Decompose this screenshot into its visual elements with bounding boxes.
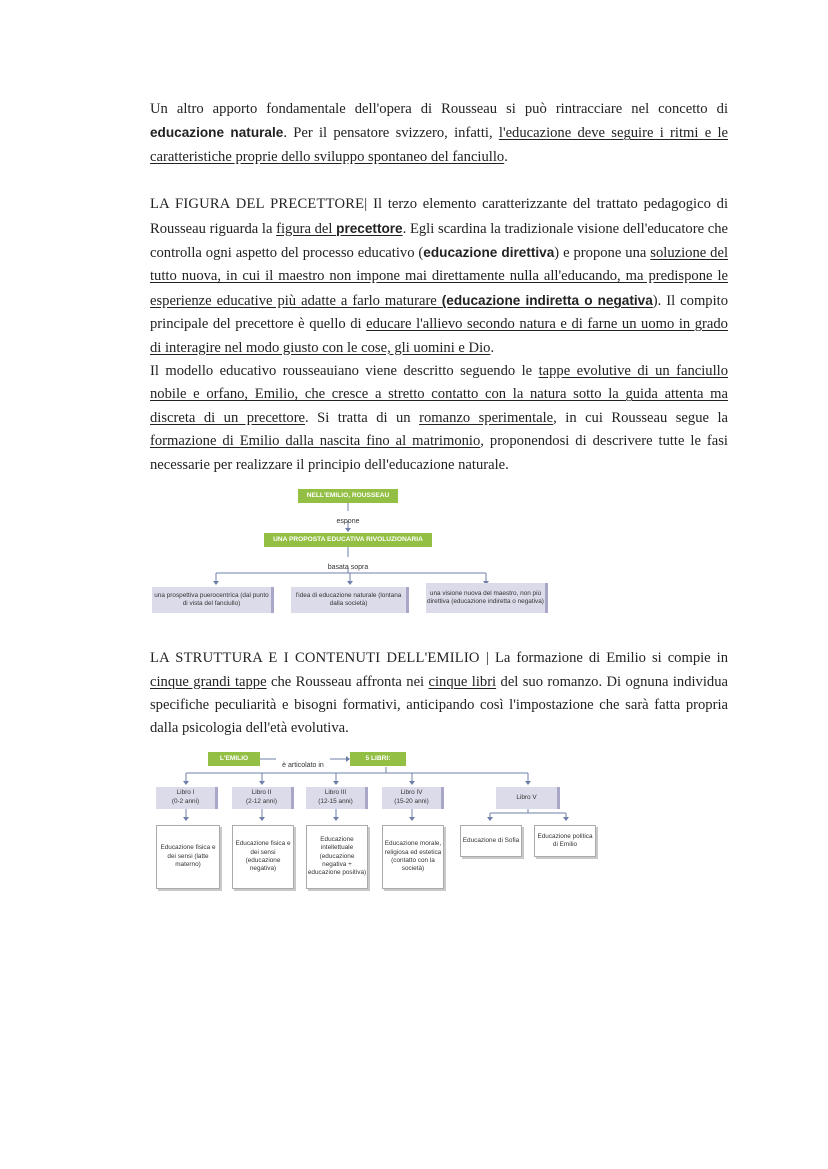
bold-term: (educazione indiretta o negativa: [441, 292, 653, 308]
book5-child: Educazione politica di Emilio: [534, 825, 596, 857]
diagram1-verb-espone: espone: [336, 518, 360, 526]
diagram2-link-label: è articolato in: [282, 761, 324, 769]
bold-term: educazione direttiva: [423, 245, 555, 261]
bold-term: educazione naturale: [150, 125, 284, 141]
book-content: Educazione intellettuale (educazione negativa + educazione positiva): [306, 825, 368, 889]
book-age: (15-20 anni): [394, 797, 429, 805]
section-heading: LA STRUTTURA E I CONTENUTI DELL'EMILIO |: [150, 650, 489, 667]
diagram1-item: una prospettiva puerocentrica (dal punto di vista del fanciullo): [152, 587, 274, 613]
underlined-text: tappe evolutive di un fanciullo nobile e orfano, Emilio, che cresce a stretto contatto con la natura sotto la guida attenta ma discreta di un precettore: [150, 363, 728, 426]
diagram-educational-proposal: [150, 483, 728, 613]
book-node: [306, 787, 368, 809]
paragraph-structure: [150, 647, 728, 741]
underlined-text: figura del: [276, 220, 337, 237]
book-name: Libro II: [251, 789, 272, 797]
book-name: Libro IV: [400, 789, 423, 797]
underlined-text: l'educazione deve seguire i ritmi e le caratteristiche proprie dello sviluppo spontaneo del fanciullo: [150, 125, 728, 165]
book-name: Libro III: [324, 789, 347, 797]
text: , in cui Rousseau segue la: [553, 409, 728, 426]
book-node: [156, 787, 218, 809]
diagram1-root: NELL'EMILIO, ROUSSEAU: [298, 489, 398, 503]
text: Il terzo elemento caratterizzante del trattato pedagogico di Rousseau riguarda la: [150, 196, 728, 237]
text: che Rousseau affronta nei: [266, 673, 429, 690]
diagram1-middle: UNA PROPOSTA EDUCATIVA RIVOLUZIONARIA: [264, 533, 432, 547]
section-heading: LA FIGURA DEL PRECETTORE|: [150, 196, 368, 213]
text: del suo romanzo. Di ognuna individua specifiche peculiarità e bisogni formativi, anticipando così l'impostazione che sarà fatta propria dalla psicologia dell'età evolutiva.: [150, 673, 728, 737]
text: ) e propone una: [554, 245, 651, 262]
text: ). Il compito principale del precettore è quello di: [150, 292, 729, 333]
text: .: [490, 339, 495, 356]
paragraph-model: [150, 360, 728, 477]
text: La formazione di Emilio si compie in: [489, 650, 729, 667]
underlined-text: romanzo sperimentale: [419, 409, 554, 426]
paragraph-precettore: [150, 193, 728, 360]
book5-child: Educazione di Sofia: [460, 825, 522, 857]
text: , proponendosi di descrivere tutte le fasi necessarie per realizzare il principio dell'educazione naturale.: [150, 433, 728, 473]
book-name: Libro V: [516, 793, 537, 801]
book-node: [232, 787, 294, 809]
document-page: [150, 98, 728, 909]
diagram-emilio-structure: [150, 747, 728, 909]
paragraph-natural-education: [150, 98, 728, 169]
book-content: Educazione fisica e dei sensi (educazione negativa): [232, 825, 294, 889]
book-node: [382, 787, 444, 809]
underlined-text: cinque grandi tappe: [150, 673, 267, 690]
diagram1-item: una visione nuova del maestro, non più direttiva (educazione indiretta o negativa): [426, 583, 548, 613]
book-content: Educazione fisica e dei sensi (latte materno): [156, 825, 220, 889]
text: . Si tratta di un: [305, 409, 420, 426]
underlined-text: formazione di Emilio dalla nascita fino al matrimonio: [150, 433, 481, 450]
underlined-text: soluzione del tutto nuova, in cui il maestro non impone mai direttamente nulla all'educando, ma predispone le esperienze educative più adatte a farlo maturare: [150, 245, 728, 309]
diagram2-books-label: 5 LIBRI:: [350, 752, 406, 766]
book-age: (12-15 anni): [318, 797, 353, 805]
diagram1-item: l'idea di educazione naturale (lontana dalla società): [291, 587, 409, 613]
underlined-text: educare l'allievo secondo natura e di farne un uomo in grado di interagire nel modo giusto con le cose, gli uomini e Dio: [150, 316, 728, 356]
book-node: [496, 787, 560, 809]
text: . Per il pensatore svizzero, infatti,: [283, 125, 499, 142]
book-name: Libro I: [176, 789, 195, 797]
diagram1-verb-basata: basata sopra: [327, 564, 369, 572]
book-age: (2-12 anni): [246, 797, 277, 805]
text: Il modello educativo rousseauiano viene descritto seguendo le: [150, 363, 539, 380]
text: .: [504, 148, 508, 165]
text: Un altro apporto fondamentale dell'opera di Rousseau si può rintracciare nel concetto di: [150, 101, 728, 117]
book-content: Educazione morale, religiosa ed estetica (contatto con la società): [382, 825, 444, 889]
bold-term: precettore: [336, 220, 403, 236]
diagram2-root: L'EMILIO: [208, 752, 260, 766]
book-age: (0-2 anni): [171, 797, 200, 805]
underlined-text: cinque libri: [428, 673, 497, 690]
text: . Egli scardina la tradizionale visione dell'educatore che controlla ogni aspetto del processo educativo (: [150, 220, 728, 262]
